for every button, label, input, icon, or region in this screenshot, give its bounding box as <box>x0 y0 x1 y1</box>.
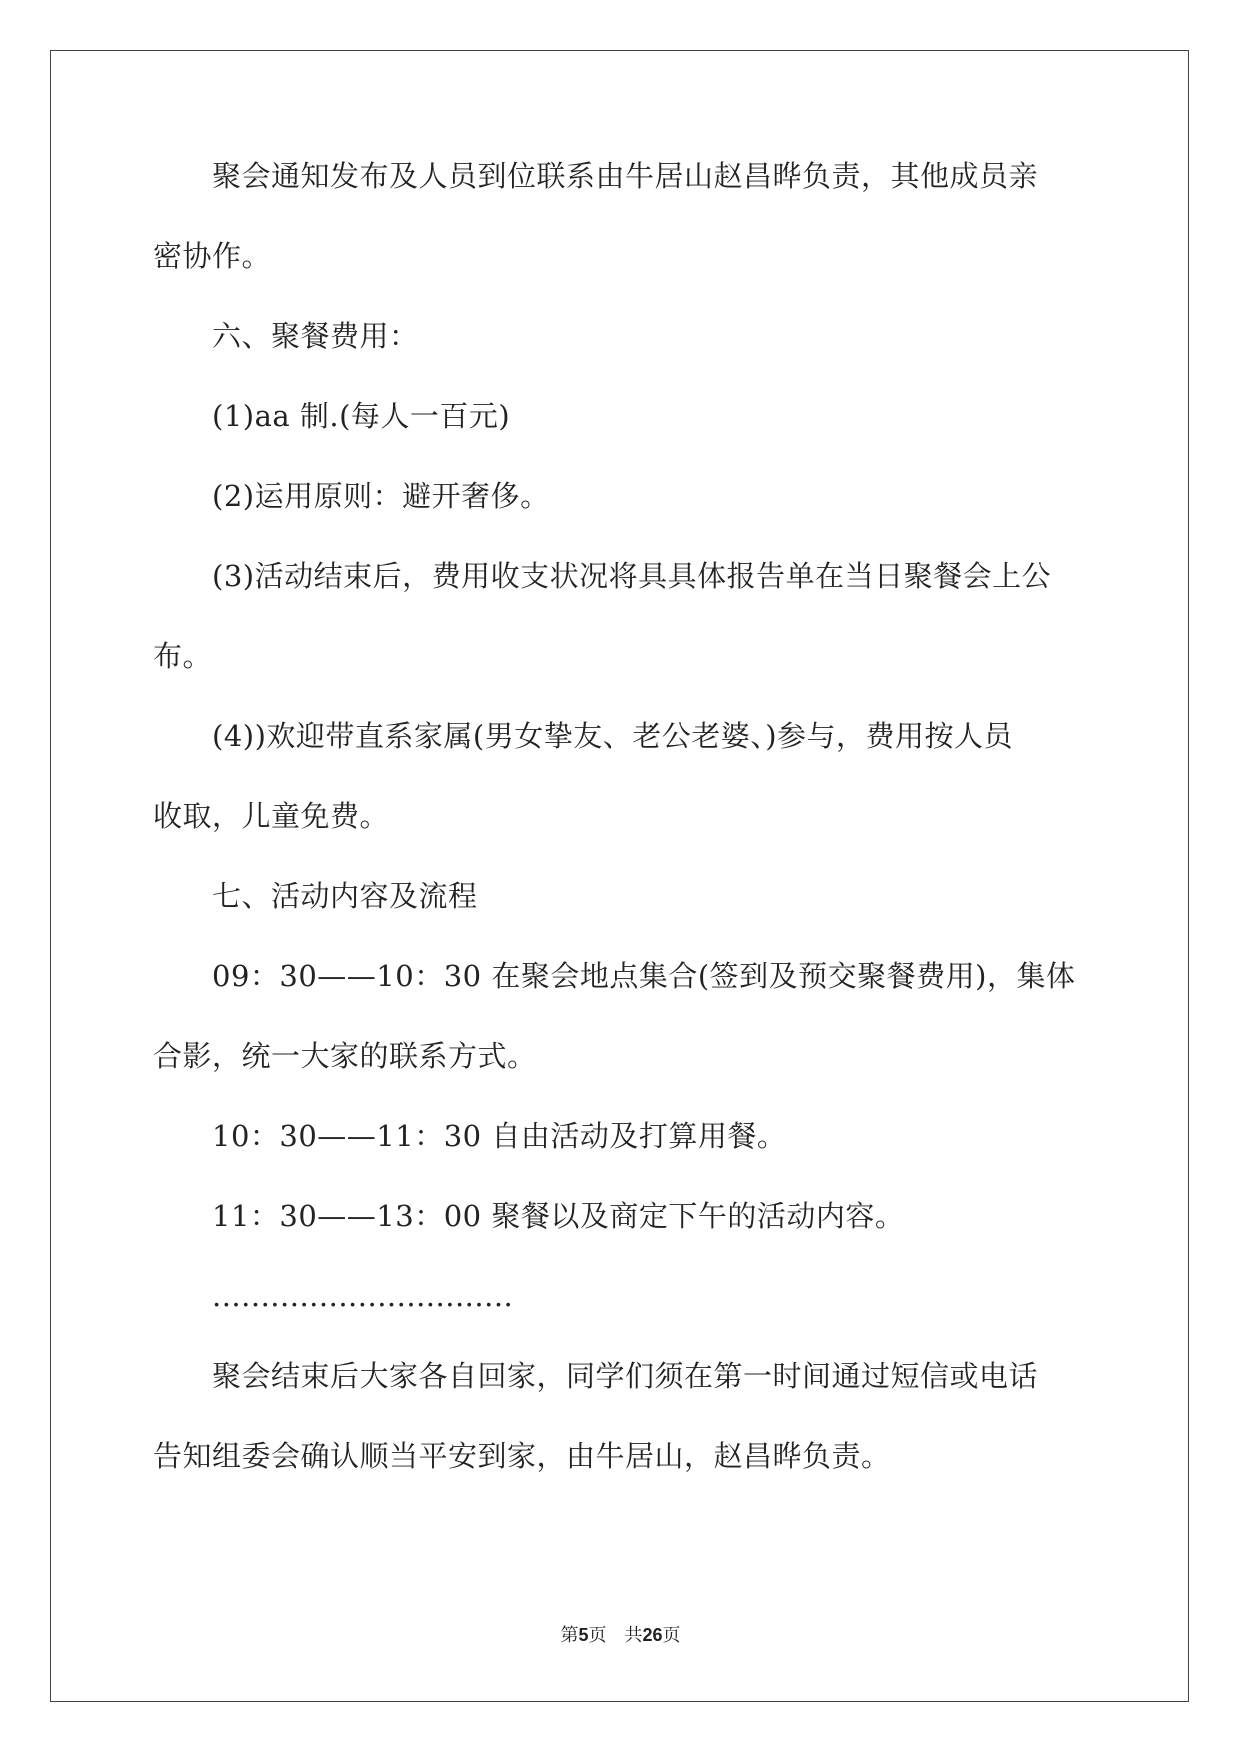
paragraph-line: (1)aa 制.(每人一百元) <box>153 399 511 433</box>
paragraph-line: 聚会通知发布及人员到位联系由牛居山赵昌晔负责，其他成员亲 <box>153 159 1039 193</box>
paragraph-line: (2)运用原则：避开奢侈。 <box>153 479 550 513</box>
paragraph-line: 11：30——13：00 聚餐以及商定下午的活动内容。 <box>153 1199 905 1233</box>
page-mid: 页 共 <box>588 1625 643 1646</box>
page-current-number: 5 <box>578 1625 589 1645</box>
page-suffix: 页 <box>662 1625 681 1646</box>
page-prefix: 第 <box>560 1625 579 1646</box>
paragraph-line: (3)活动结束后，费用收支状况将具具体报告单在当日聚餐会上公 <box>153 559 1052 593</box>
paragraph-line: (4))欢迎带直系家属(男女挚友、老公老婆、)参与，费用按人员 <box>153 719 1014 753</box>
page-footer <box>0 1623 1241 1648</box>
paragraph-line: 聚会结束后大家各自回家，同学们须在第一时间通过短信或电话 <box>153 1359 1039 1393</box>
section-heading: 七、活动内容及流程 <box>153 879 478 913</box>
paragraph-line: 密协作。 <box>153 239 272 273</box>
section-heading: 六、聚餐费用： <box>153 319 419 353</box>
paragraph-line: 09：30——10：30 在聚会地点集合(签到及预交聚餐费用)，集体 <box>153 959 1076 993</box>
paragraph-line: 收取，儿童免费。 <box>153 799 390 833</box>
paragraph-line: 告知组委会确认顺当平安到家，由牛居山，赵昌晔负责。 <box>153 1439 891 1473</box>
page-total-number: 26 <box>642 1625 663 1645</box>
paragraph-line: 合影，统一大家的联系方式。 <box>153 1039 537 1073</box>
ellipsis-line: ............................... <box>153 1279 514 1313</box>
paragraph-line: 10：30——11：30 自由活动及打算用餐。 <box>153 1119 787 1153</box>
paragraph-line: 布。 <box>153 639 213 673</box>
